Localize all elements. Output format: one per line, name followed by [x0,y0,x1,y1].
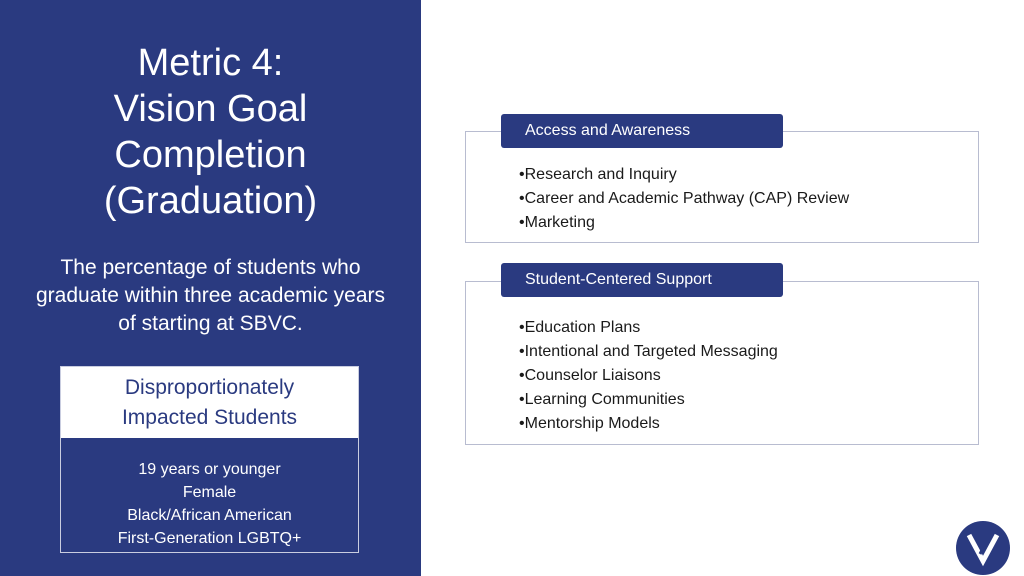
list-item: • Marketing [519,211,849,235]
list-item: • Education Plans [519,316,778,340]
student-centered-support-tab[interactable]: Student-Centered Support [501,263,783,297]
title-line: Completion [114,134,307,176]
list-item: • Career and Academic Pathway (CAP) Review [519,187,849,211]
impacted-groups-list [61,438,358,550]
access-awareness-tab[interactable]: Access and Awareness [501,114,783,148]
v-logo-icon [956,521,1010,575]
header-line: Disproportionately [124,375,295,399]
slide-title [0,40,421,224]
impacted-group-item: First-Generation LGBTQ+ [117,530,302,547]
disproportionately-impacted-header [61,367,358,438]
list-item: • Intentional and Targeted Messaging [519,340,778,364]
impacted-group-item: Black/African American [127,507,292,524]
student-centered-support-list [519,316,778,436]
impacted-group-item: 19 years or younger [138,461,281,478]
list-item: • Learning Communities [519,388,778,412]
list-item: • Counselor Liaisons [519,364,778,388]
left-panel [0,0,421,576]
impacted-group-item: Female [182,484,237,501]
disproportionately-impacted-box [60,366,359,553]
list-item: • Research and Inquiry [519,163,849,187]
title-line: Vision Goal [113,88,308,130]
list-item: • Mentorship Models [519,412,778,436]
title-line: (Graduation) [103,180,318,222]
header-line: Impacted Students [121,405,298,429]
title-line: Metric 4: [137,42,284,84]
metric-description: The percentage of students who graduate within three academic years of starting at SBVC. [35,256,386,335]
access-awareness-list [519,163,849,235]
